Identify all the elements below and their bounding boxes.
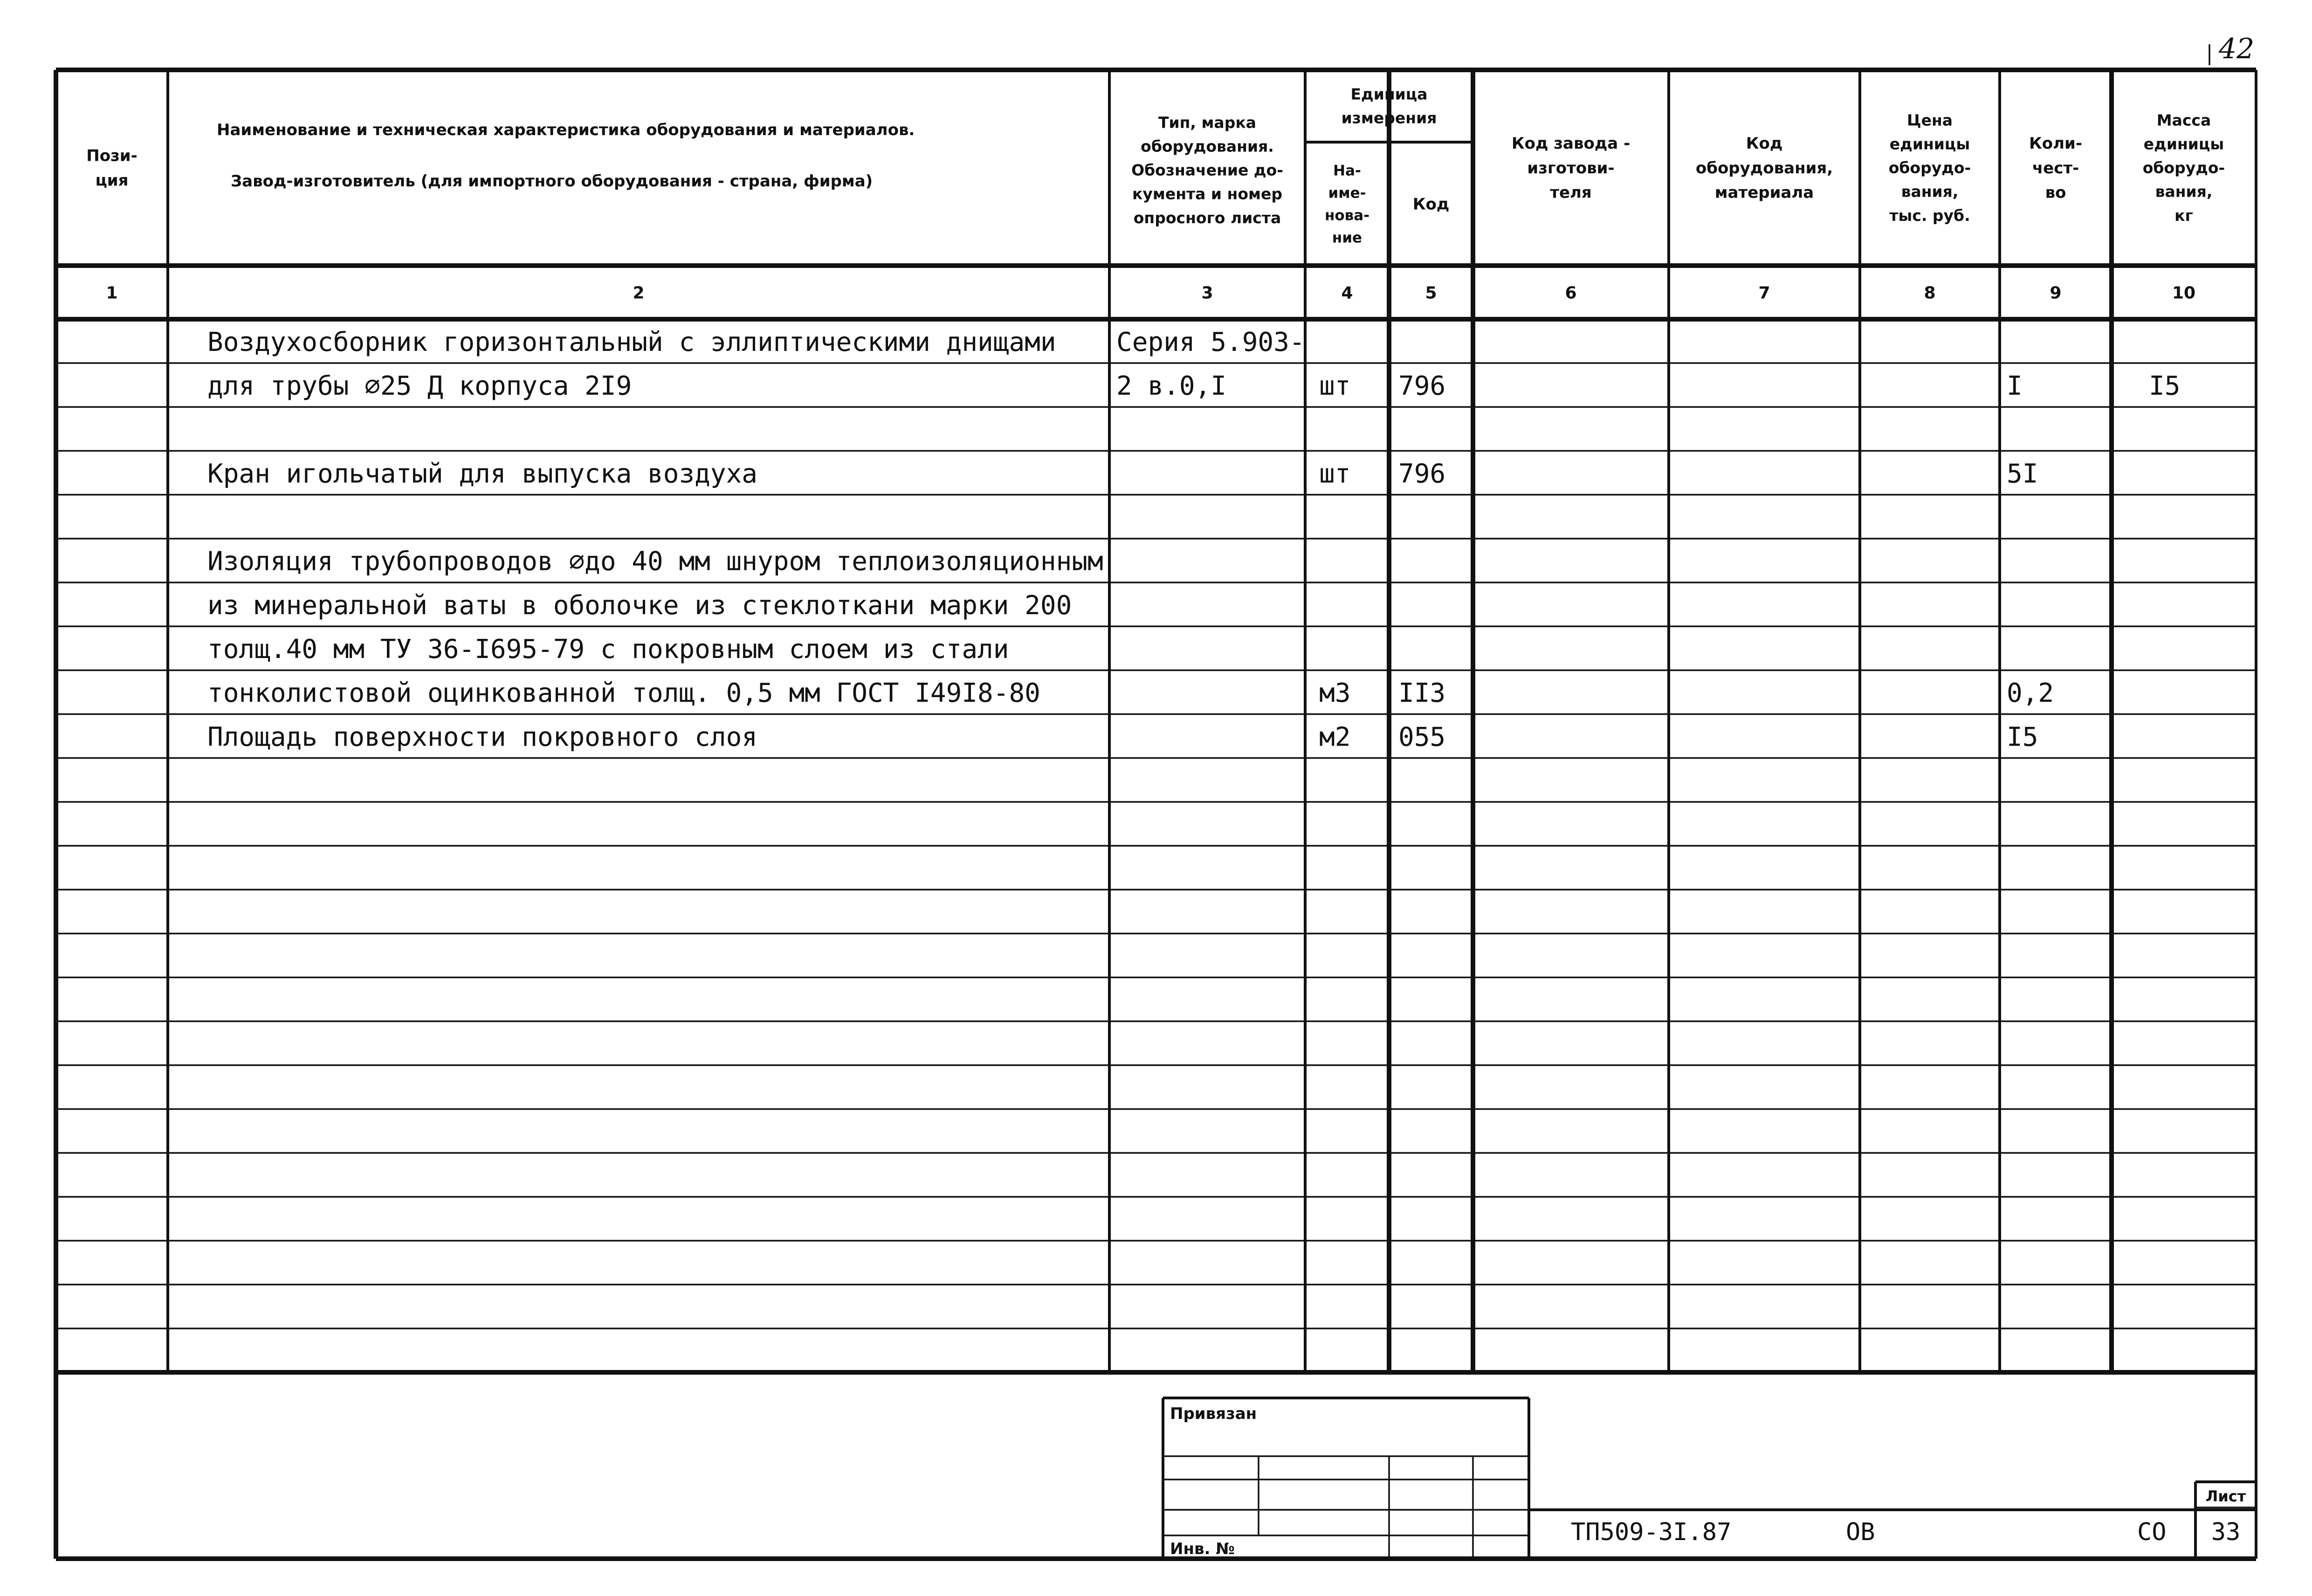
row-quantity: 5I [2007,459,2038,489]
row-unit-code: 796 [1398,459,1446,489]
header-unit-name: ние [1332,229,1362,247]
column-number: 8 [1924,283,1936,303]
document-mark: СО [2137,1518,2167,1546]
header-factory-code: теля [1550,183,1592,202]
sheet-text [86,33,2254,1558]
row-mass: I5 [2149,370,2181,401]
column-number: 7 [1758,283,1770,303]
corner-sheet-number: 42 [2219,33,2255,65]
header-position: ция [95,171,129,190]
header-price: единицы [1889,135,1970,153]
column-number: 3 [1201,283,1213,303]
row-name: Воздухосборник горизонтальный с эллиптическими днищами [207,327,1056,357]
header-quantity: во [2045,183,2066,202]
row-quantity: 0,2 [2007,678,2054,709]
row-quantity: I [2007,370,2023,401]
header-mass: оборудо- [2142,158,2225,177]
column-number: 6 [1565,283,1577,303]
header-price: оборудо- [1888,158,1971,177]
header-unit-group: измерения [1341,109,1437,127]
row-type: 2 в.0,I [1116,370,1227,401]
row-name: Изоляция трубопроводов ∅до 40 мм шнуром теплоизоляционным [207,546,1103,577]
row-name: из минеральной ваты в оболочке из стеклоткани марки 200 [207,590,1072,621]
header-unit-name: нова- [1324,207,1370,224]
header-mass: вания, [2155,182,2213,201]
header-equipment-code: материала [1714,183,1814,202]
row-quantity: I5 [2007,722,2038,753]
header-unit-code: Код [1412,195,1450,214]
header-quantity: Коли- [2029,134,2082,153]
row-unit-code: 055 [1398,722,1446,753]
column-number: 4 [1341,283,1353,303]
header-type: Обозначение до- [1131,161,1283,179]
column-number: 9 [2050,283,2062,303]
header-equipment-code: Код [1746,134,1783,153]
header-price: тыс. руб. [1889,206,1970,225]
header-mass: единицы [2143,135,2224,153]
row-type: Серия 5.903- [1116,327,1305,357]
row-unit: м2 [1319,722,1351,753]
sheet-label: Лист [2205,1487,2246,1505]
header-name-line1: Наименование и техническая характеристика оборудования и материалов. [217,121,915,139]
header-price: Цена [1906,111,1953,130]
column-number: 1 [106,283,118,303]
document-section: ОВ [1846,1518,1875,1546]
header-position: Пози- [86,146,138,165]
header-type: кумента и номер [1132,185,1283,203]
sheet-number: 33 [2211,1518,2241,1546]
header-type: опросного листа [1133,208,1281,227]
document-code: ТП509-3I.87 [1571,1518,1732,1546]
row-unit-code: II3 [1398,678,1446,709]
row-name: тонколистовой оцинкованной толщ. 0,5 мм ГОСТ I49I8-80 [207,678,1040,709]
row-unit-code: 796 [1398,370,1446,401]
row-name: для трубы ∅25 Д корпуса 2I9 [207,370,632,401]
header-type: оборудования. [1141,137,1274,156]
header-unit-name: На- [1333,162,1361,179]
header-mass: Масса [2156,111,2211,130]
inventory-number-label: Инв. № [1170,1540,1235,1558]
header-unit-name: име- [1328,185,1366,202]
column-number: 10 [2172,283,2196,303]
column-number: 5 [1425,283,1437,303]
header-factory-code: изготови- [1527,158,1615,178]
row-unit: шт [1319,459,1351,489]
header-mass: кг [2174,206,2193,225]
header-factory-code: Код завода - [1511,134,1631,153]
row-name: Площадь поверхности покровного слоя [207,722,758,753]
row-unit: шт [1319,370,1351,401]
header-type: Тип, марка [1158,113,1256,132]
header-price: вания, [1901,182,1959,201]
row-unit: м3 [1319,678,1351,709]
row-name: толщ.40 мм ТУ 36-I695-79 с покровным слоем из стали [207,634,1009,664]
header-quantity: чест- [2032,158,2079,178]
row-name: Кран игольчатый для выпуска воздуха [207,459,758,489]
header-name-line2: Завод-изготовитель (для импортного оборудования - страна, фирма) [231,172,873,191]
header-unit-group: Единица [1350,85,1428,103]
column-number: 2 [633,283,645,303]
privyazan-label: Привязан [1170,1404,1257,1423]
header-equipment-code: оборудования, [1695,158,1833,178]
